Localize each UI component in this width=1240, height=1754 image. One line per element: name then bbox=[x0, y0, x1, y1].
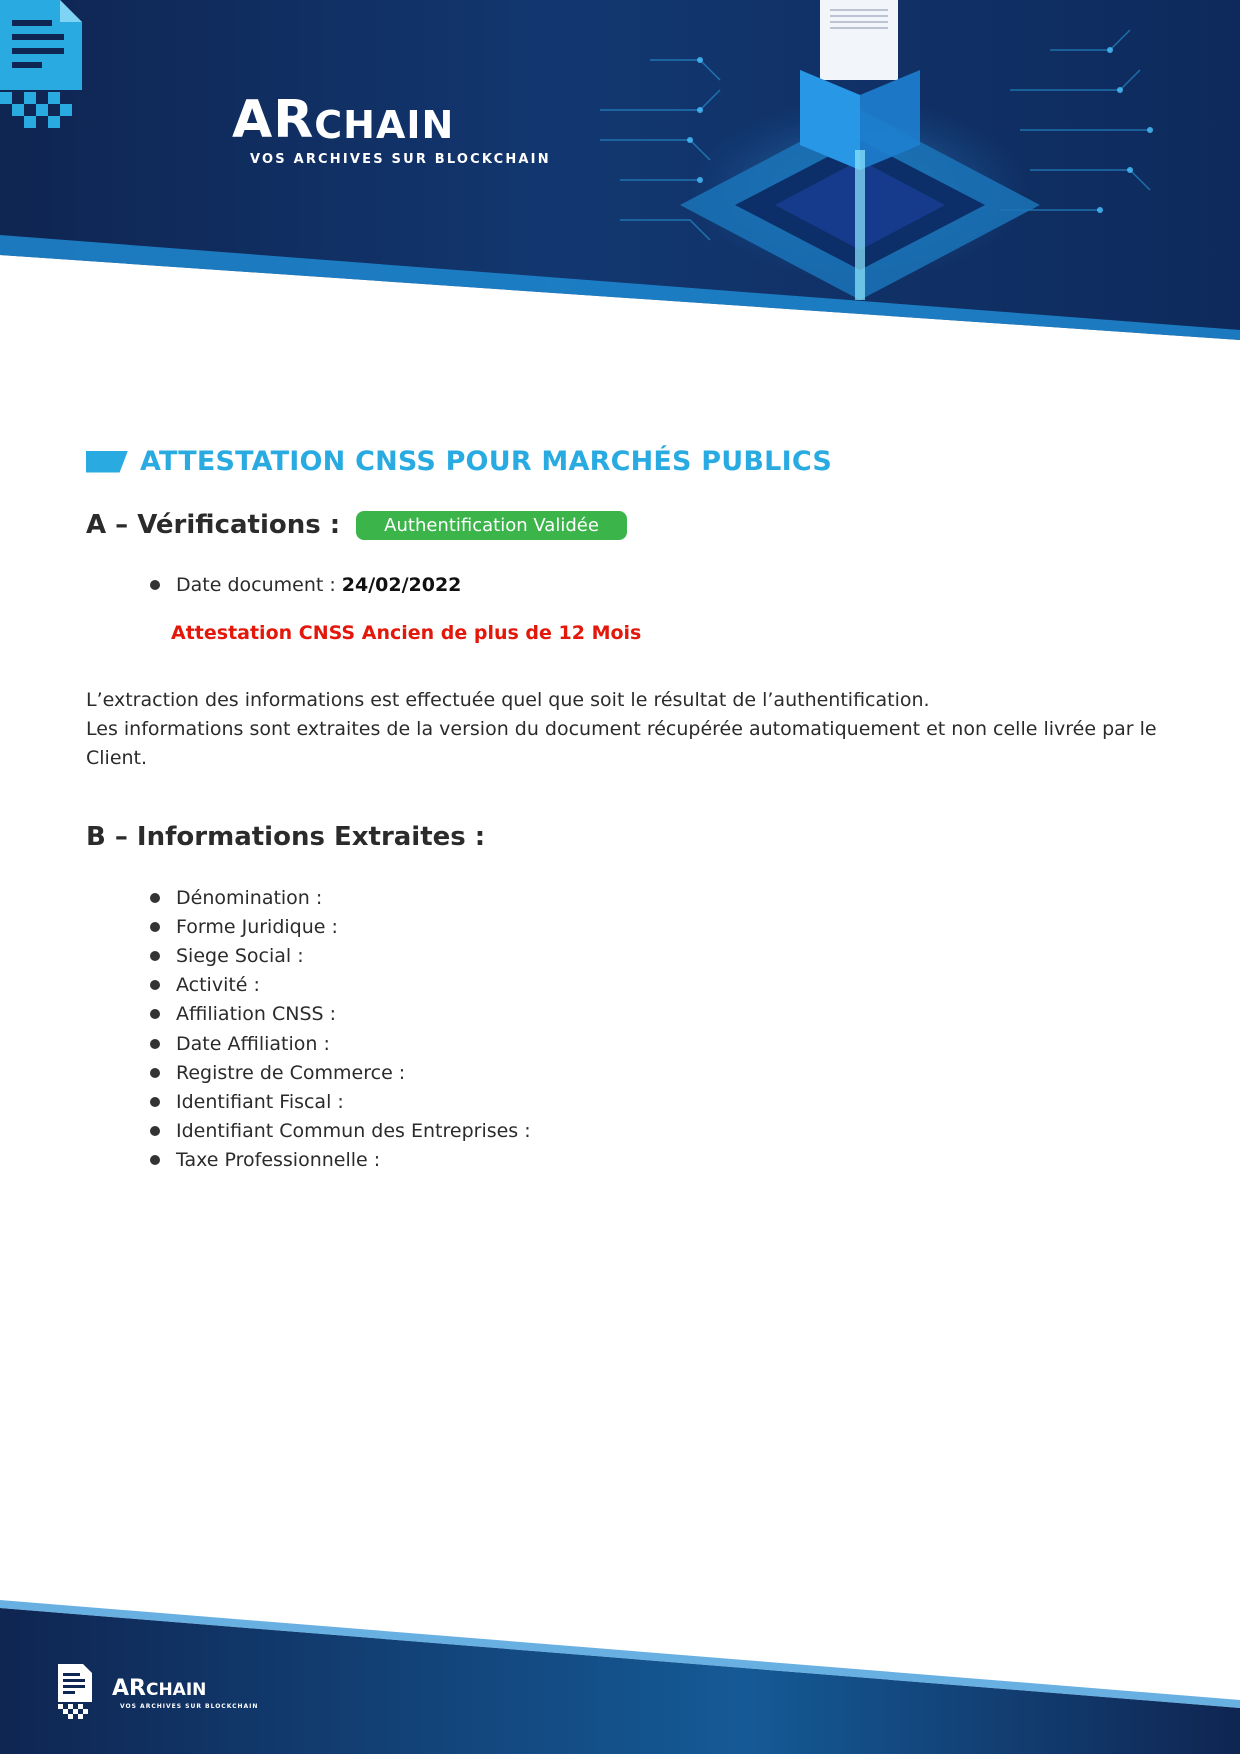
bullet-icon bbox=[150, 1068, 160, 1078]
list-item bbox=[150, 1000, 531, 1029]
note-line: L’extraction des informations est effectuée quel que soit le résultat de l’authentification. bbox=[86, 689, 930, 711]
document-title-row bbox=[86, 446, 832, 477]
extracted-fields-list bbox=[150, 883, 531, 1175]
footer-brand-tagline: VOS ARCHIVES SUR BLOCKCHAIN bbox=[120, 1703, 259, 1710]
bullet-icon bbox=[150, 1039, 160, 1049]
field-label: Identifiant Fiscal : bbox=[176, 1090, 344, 1113]
field-label: Dénomination : bbox=[176, 886, 323, 909]
footer-brand-name-a: AR bbox=[112, 1676, 146, 1701]
bullet-icon bbox=[150, 1155, 160, 1165]
verifications-heading: A – Vérifications : bbox=[86, 510, 341, 540]
footer-brand-name bbox=[112, 1678, 258, 1701]
header-background bbox=[0, 0, 1240, 345]
list-item bbox=[150, 971, 531, 1000]
list-item bbox=[150, 883, 531, 912]
brand-wordmark bbox=[232, 90, 551, 167]
verifications-header bbox=[86, 510, 627, 540]
footer-background bbox=[0, 1600, 1240, 1754]
field-label: Taxe Professionnelle : bbox=[176, 1149, 381, 1172]
brand-name-b: CHAIN bbox=[314, 103, 455, 147]
brand-tagline: VOS ARCHIVES SUR BLOCKCHAIN bbox=[250, 152, 551, 167]
bullet-icon bbox=[150, 1126, 160, 1136]
field-label: Siege Social : bbox=[176, 944, 304, 967]
bullet-icon bbox=[150, 980, 160, 990]
list-item bbox=[150, 1146, 531, 1175]
list-item bbox=[150, 1029, 531, 1058]
document-title: ATTESTATION CNSS POUR MARCHÉS PUBLICS bbox=[140, 446, 832, 477]
footer-banner bbox=[0, 1600, 1240, 1754]
archain-logo-icon bbox=[0, 0, 82, 130]
list-item bbox=[150, 941, 531, 970]
header-banner bbox=[0, 0, 1240, 345]
field-label: Registre de Commerce : bbox=[176, 1061, 406, 1084]
list-item bbox=[150, 1087, 531, 1116]
bullet-icon bbox=[150, 580, 160, 590]
field-label: Activité : bbox=[176, 974, 260, 997]
field-label: Affiliation CNSS : bbox=[176, 1003, 337, 1026]
field-label: Forme Juridique : bbox=[176, 915, 338, 938]
date-document-row bbox=[150, 574, 461, 596]
list-item bbox=[150, 1058, 531, 1087]
brand-name bbox=[232, 90, 551, 150]
footer-logo-icon bbox=[58, 1664, 92, 1720]
extraction-notes bbox=[86, 686, 1166, 773]
brand-name-a: AR bbox=[232, 90, 315, 150]
bullet-icon bbox=[150, 1097, 160, 1107]
expiry-warning: Attestation CNSS Ancien de plus de 12 Mois bbox=[171, 622, 642, 644]
extracted-heading: B – Informations Extraites : bbox=[86, 822, 486, 852]
title-flag-icon bbox=[86, 451, 128, 473]
list-item bbox=[150, 1117, 531, 1146]
bullet-icon bbox=[150, 893, 160, 903]
status-badge: Authentification Validée bbox=[356, 511, 627, 540]
footer-brand-name-b: CHAIN bbox=[145, 1680, 207, 1700]
bullet-icon bbox=[150, 922, 160, 932]
bullet-icon bbox=[150, 1009, 160, 1019]
footer-brand bbox=[112, 1678, 258, 1710]
bullet-icon bbox=[150, 951, 160, 961]
list-item bbox=[150, 912, 531, 941]
date-document-value: 24/02/2022 bbox=[341, 574, 462, 596]
date-document-label: Date document : bbox=[176, 574, 336, 596]
note-line: Les informations sont extraites de la version du document récupérée automatiquement et non celle livrée par le Client. bbox=[86, 718, 1157, 769]
field-label: Identifiant Commun des Entreprises : bbox=[176, 1120, 531, 1143]
field-label: Date Affiliation : bbox=[176, 1032, 330, 1055]
